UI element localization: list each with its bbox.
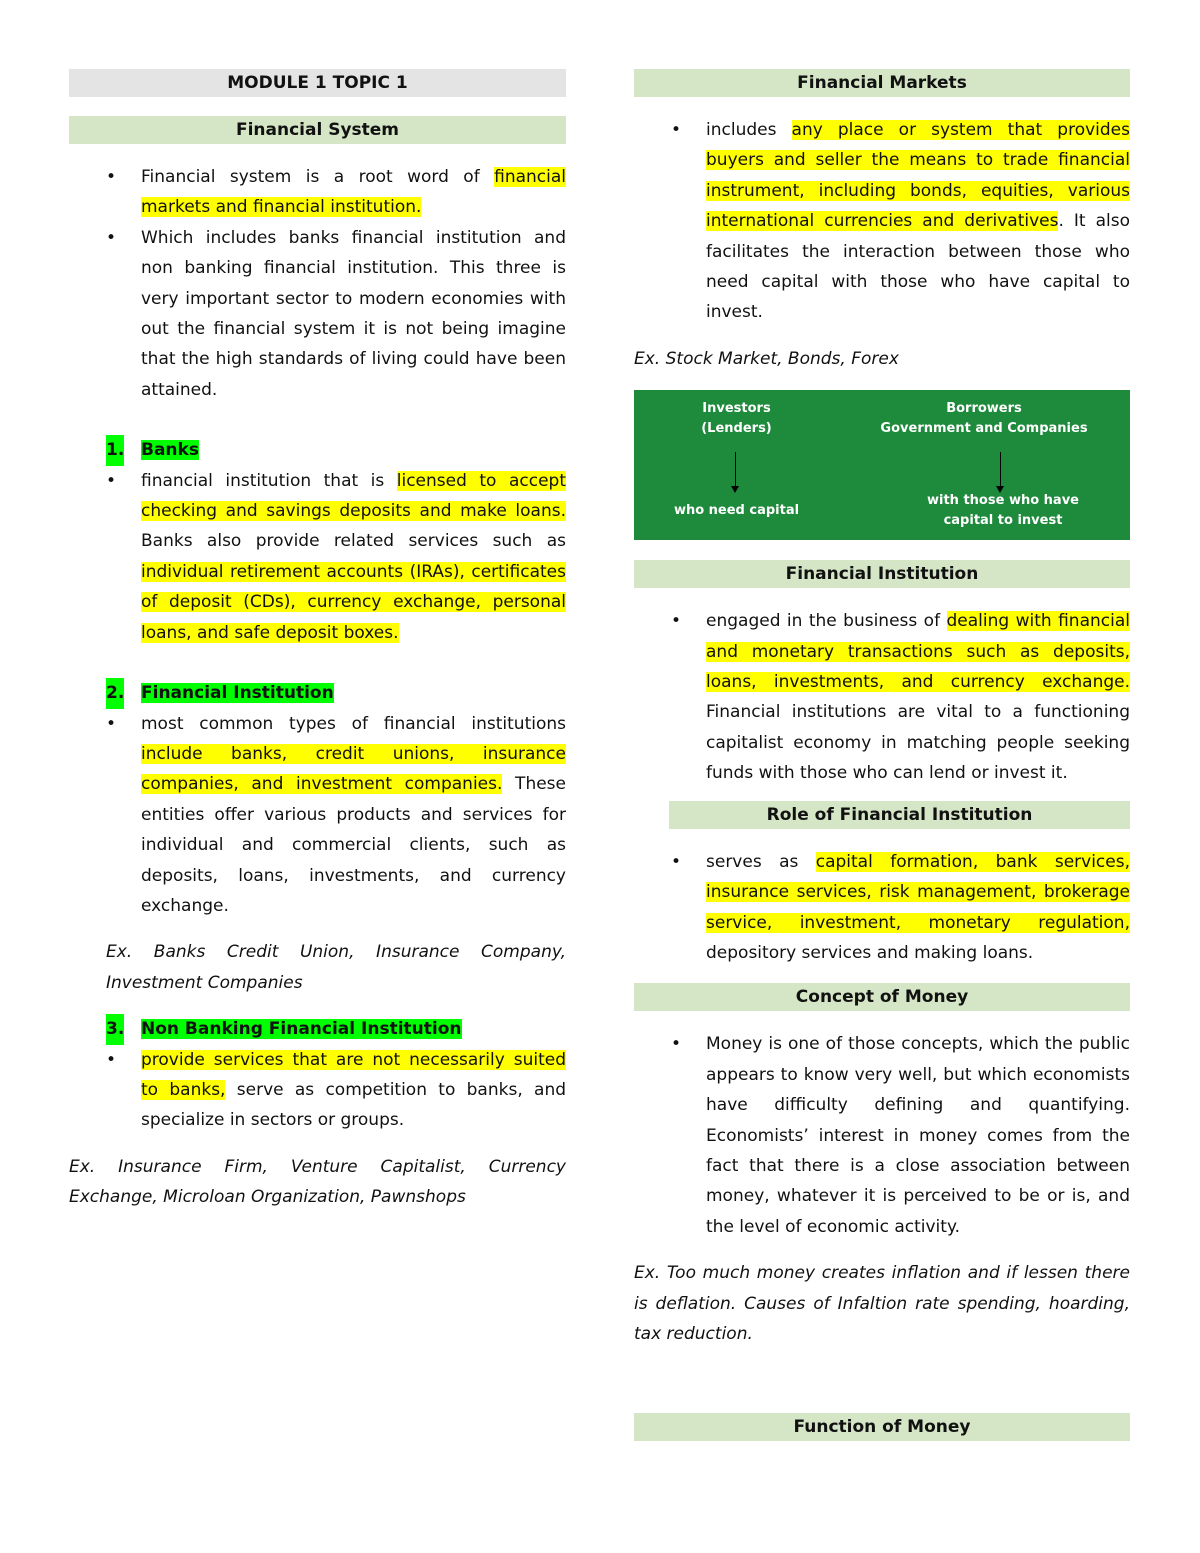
- concept-money-heading: Concept of Money: [634, 983, 1130, 1011]
- right-column: [634, 69, 1130, 1441]
- banks-bullet: • financial institution that is licensed to accept checking and savings deposits and make loans. Banks also provide related services such as individual retirement accounts (IRAs), certificates of deposit (CDs), currency exchange, personal loans, and safe deposit boxes.: [69, 466, 566, 648]
- financial-markets-bullet: • includes any place or system that provides buyers and seller the means to trade financial instrument, including bonds, equities, various international currencies and derivatives. It also facilitates the interaction between those who need capital with those who have capital to invest.: [634, 115, 1130, 328]
- non-banking-heading: 3. Non Banking Financial Institution: [69, 1014, 566, 1044]
- financial-markets-heading: Financial Markets: [634, 69, 1130, 97]
- concept-money-bullet: • Money is one of those concepts, which the public appears to know very well, but which economists have difficulty defining and quantifying. Economists’ interest in money comes from the fact that there is a close association between money, whatever it is perceived to be or is, and the level of economic activity.: [634, 1029, 1130, 1242]
- concept-money-example: Ex. Too much money creates inflation and if lessen there is deflation. Causes of Infaltion rate spending, hoarding, tax reduction.: [634, 1263, 1130, 1344]
- need-capital-label: who need capital: [673, 503, 800, 519]
- financial-system-bullet-1: • Financial system is a root word of financial markets and financial institution.: [69, 162, 566, 223]
- banks-heading: 1. Banks: [69, 435, 566, 465]
- financial-institution-bullet: • most common types of financial institutions include banks, credit unions, insurance companies, and investment companies. These entities offer various products and services for individual and commercial clients, such as deposits, loans, investments, and currency exchange.: [69, 709, 566, 922]
- financial-markets-example: Ex. Stock Market, Bonds, Forex: [634, 348, 899, 369]
- investors-arrow-line: [735, 452, 736, 486]
- non-banking-bullet: • provide services that are not necessarily suited to banks, serve as competition to banks, and specialize in sectors or groups.: [69, 1045, 566, 1136]
- role-heading: Role of Financial Institution: [669, 801, 1130, 829]
- investors-arrow-head: [731, 486, 739, 493]
- financial-institution-right-heading: Financial Institution: [634, 560, 1130, 588]
- capital-flow-diagram: [634, 390, 1130, 540]
- borrowers-label: Borrowers Government and Companies: [880, 401, 1088, 437]
- financial-institution-example: Ex. Banks Credit Union, Insurance Company, Investment Companies: [106, 942, 566, 993]
- financial-institution-heading: 2. Financial Institution: [69, 678, 566, 708]
- role-bullet: • serves as capital formation, bank services, insurance services, risk management, brokerage service, investment, monetary regulation, depository services and making loans.: [634, 847, 1130, 969]
- borrowers-arrow-line: [1000, 452, 1001, 486]
- financial-system-bullet-2: • Which includes banks financial institution and non banking financial institution. This three is very important sector to modern economies with out the financial system it is not being imagine that the high standards of living could have been attained.: [69, 223, 566, 405]
- left-column: [69, 69, 566, 1213]
- investors-label: Investors (Lenders): [701, 401, 772, 437]
- financial-system-heading: Financial System: [69, 116, 566, 144]
- module-title: MODULE 1 TOPIC 1: [69, 69, 566, 97]
- function-money-heading: Function of Money: [634, 1413, 1130, 1441]
- financial-institution-right-bullet: • engaged in the business of dealing with financial and monetary transactions such as deposits, loans, investments, and currency exchange. Financial institutions are vital to a functioning capitalist economy in matching people seeking funds with those who can lend or invest it.: [634, 606, 1130, 788]
- have-capital-label: with those who have capital to invest: [927, 493, 1079, 529]
- non-banking-example: Ex. Insurance Firm, Venture Capitalist, Currency Exchange, Microloan Organization, Pawnshops: [69, 1156, 566, 1208]
